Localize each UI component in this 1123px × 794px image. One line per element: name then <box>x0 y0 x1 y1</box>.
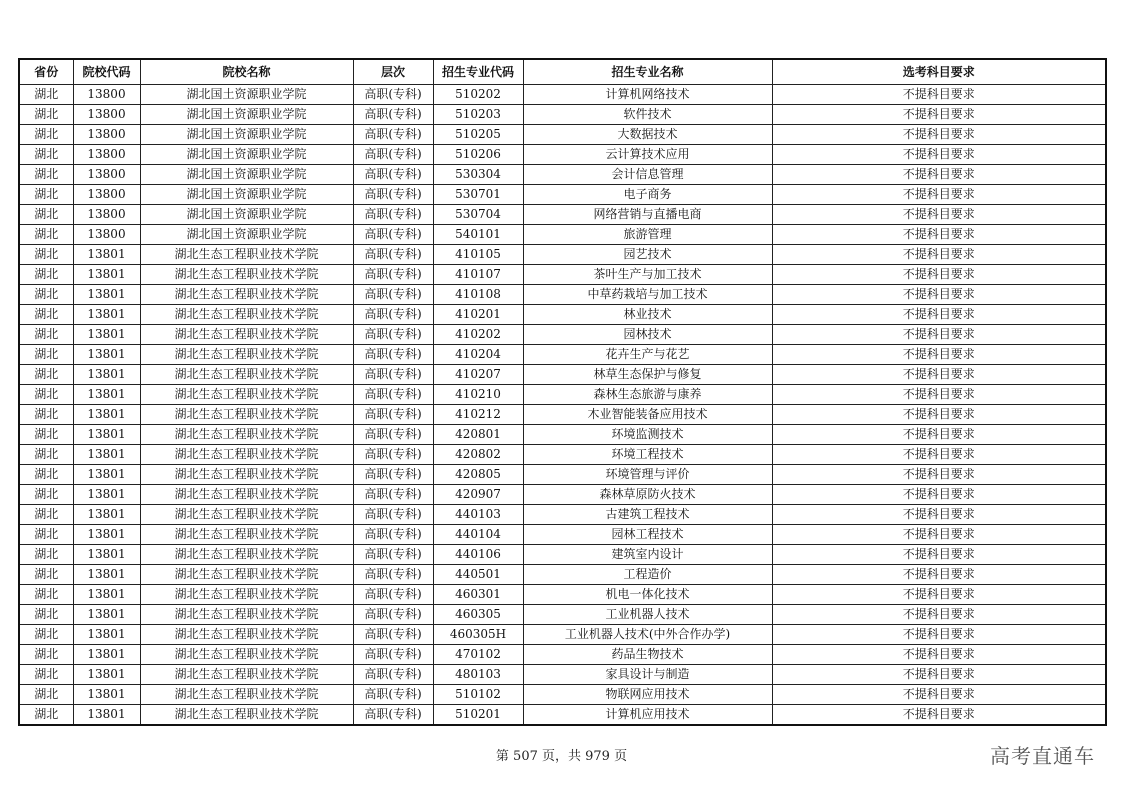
cell-major-name: 园林工程技术 <box>523 525 772 545</box>
table-row <box>19 565 1106 585</box>
cell-subject-requirement: 不提科目要求 <box>772 525 1106 545</box>
cell-province: 湖北 <box>19 425 73 445</box>
cell-subject-requirement: 不提科目要求 <box>772 585 1106 605</box>
cell-major-name: 建筑室内设计 <box>523 545 772 565</box>
table-row <box>19 505 1106 525</box>
cell-school-name: 湖北生态工程职业技术学院 <box>140 525 353 545</box>
cell-school-name: 湖北生态工程职业技术学院 <box>140 245 353 265</box>
cell-major-name: 会计信息管理 <box>523 165 772 185</box>
cell-school-code: 13801 <box>73 365 140 385</box>
cell-subject-requirement: 不提科目要求 <box>772 485 1106 505</box>
table-row <box>19 485 1106 505</box>
cell-subject-requirement: 不提科目要求 <box>772 205 1106 225</box>
cell-level: 高职(专科) <box>353 705 433 726</box>
cell-major-name: 花卉生产与花艺 <box>523 345 772 365</box>
cell-level: 高职(专科) <box>353 485 433 505</box>
cell-school-name: 湖北生态工程职业技术学院 <box>140 565 353 585</box>
cell-major-name: 物联网应用技术 <box>523 685 772 705</box>
cell-subject-requirement: 不提科目要求 <box>772 645 1106 665</box>
cell-school-name: 湖北生态工程职业技术学院 <box>140 405 353 425</box>
cell-school-code: 13801 <box>73 265 140 285</box>
page-number: 第 507 页，共 979 页 <box>495 749 628 764</box>
cell-school-name: 湖北生态工程职业技术学院 <box>140 485 353 505</box>
cell-province: 湖北 <box>19 305 73 325</box>
cell-level: 高职(专科) <box>353 345 433 365</box>
cell-school-code: 13800 <box>73 85 140 105</box>
cell-school-code: 13801 <box>73 385 140 405</box>
cell-level: 高职(专科) <box>353 125 433 145</box>
cell-school-name: 湖北国土资源职业学院 <box>140 225 353 245</box>
cell-major-code: 510205 <box>433 125 523 145</box>
cell-major-name: 园林技术 <box>523 325 772 345</box>
cell-school-name: 湖北生态工程职业技术学院 <box>140 385 353 405</box>
cell-school-name: 湖北生态工程职业技术学院 <box>140 285 353 305</box>
watermark-logo: 高考直通车 <box>990 744 1095 768</box>
table-row <box>19 545 1106 565</box>
cell-subject-requirement: 不提科目要求 <box>772 305 1106 325</box>
cell-major-name: 工程造价 <box>523 565 772 585</box>
cell-school-code: 13801 <box>73 485 140 505</box>
cell-major-code: 410204 <box>433 345 523 365</box>
cell-major-name: 环境管理与评价 <box>523 465 772 485</box>
cell-province: 湖北 <box>19 445 73 465</box>
cell-level: 高职(专科) <box>353 545 433 565</box>
header-row <box>19 59 1106 85</box>
cell-major-code: 540101 <box>433 225 523 245</box>
cell-subject-requirement: 不提科目要求 <box>772 265 1106 285</box>
table-row <box>19 385 1106 405</box>
cell-school-code: 13801 <box>73 245 140 265</box>
cell-school-code: 13800 <box>73 145 140 165</box>
header-school-code: 院校代码 <box>73 59 140 85</box>
table-row <box>19 85 1106 105</box>
cell-school-name: 湖北生态工程职业技术学院 <box>140 665 353 685</box>
cell-province: 湖北 <box>19 505 73 525</box>
cell-school-code: 13801 <box>73 405 140 425</box>
cell-school-name: 湖北生态工程职业技术学院 <box>140 585 353 605</box>
cell-major-name: 林业技术 <box>523 305 772 325</box>
table-row <box>19 365 1106 385</box>
cell-major-code: 530304 <box>433 165 523 185</box>
cell-major-code: 410207 <box>433 365 523 385</box>
cell-school-code: 13801 <box>73 705 140 726</box>
header-school-name: 院校名称 <box>140 59 353 85</box>
cell-school-code: 13801 <box>73 305 140 325</box>
cell-school-code: 13800 <box>73 185 140 205</box>
cell-major-code: 510202 <box>433 85 523 105</box>
cell-subject-requirement: 不提科目要求 <box>772 445 1106 465</box>
cell-level: 高职(专科) <box>353 305 433 325</box>
cell-province: 湖北 <box>19 405 73 425</box>
cell-major-code: 440103 <box>433 505 523 525</box>
cell-major-name: 工业机器人技术 <box>523 605 772 625</box>
cell-level: 高职(专科) <box>353 505 433 525</box>
cell-major-code: 460305 <box>433 605 523 625</box>
table-row <box>19 445 1106 465</box>
cell-school-name: 湖北生态工程职业技术学院 <box>140 545 353 565</box>
cell-major-name: 中草药栽培与加工技术 <box>523 285 772 305</box>
cell-school-code: 13800 <box>73 205 140 225</box>
cell-school-name: 湖北生态工程职业技术学院 <box>140 505 353 525</box>
cell-level: 高职(专科) <box>353 205 433 225</box>
cell-major-code: 420802 <box>433 445 523 465</box>
cell-major-name: 林草生态保护与修复 <box>523 365 772 385</box>
table-row <box>19 205 1106 225</box>
cell-province: 湖北 <box>19 465 73 485</box>
table-row <box>19 145 1106 165</box>
header-level: 层次 <box>353 59 433 85</box>
cell-subject-requirement: 不提科目要求 <box>772 685 1106 705</box>
cell-major-code: 510201 <box>433 705 523 726</box>
cell-school-name: 湖北生态工程职业技术学院 <box>140 265 353 285</box>
table-row <box>19 245 1106 265</box>
cell-school-name: 湖北生态工程职业技术学院 <box>140 445 353 465</box>
table-row <box>19 105 1106 125</box>
cell-major-code: 530704 <box>433 205 523 225</box>
cell-school-code: 13801 <box>73 685 140 705</box>
cell-school-code: 13801 <box>73 545 140 565</box>
cell-major-name: 森林生态旅游与康养 <box>523 385 772 405</box>
cell-school-code: 13801 <box>73 465 140 485</box>
cell-school-name: 湖北国土资源职业学院 <box>140 125 353 145</box>
cell-school-name: 湖北生态工程职业技术学院 <box>140 365 353 385</box>
cell-level: 高职(专科) <box>353 365 433 385</box>
cell-subject-requirement: 不提科目要求 <box>772 185 1106 205</box>
table-row <box>19 525 1106 545</box>
cell-province: 湖北 <box>19 365 73 385</box>
table-row <box>19 605 1106 625</box>
cell-subject-requirement: 不提科目要求 <box>772 405 1106 425</box>
cell-subject-requirement: 不提科目要求 <box>772 345 1106 365</box>
cell-major-code: 440104 <box>433 525 523 545</box>
cell-major-name: 计算机网络技术 <box>523 85 772 105</box>
table-row <box>19 465 1106 485</box>
cell-province: 湖北 <box>19 705 73 726</box>
cell-school-name: 湖北国土资源职业学院 <box>140 85 353 105</box>
cell-subject-requirement: 不提科目要求 <box>772 505 1106 525</box>
cell-major-name: 环境工程技术 <box>523 445 772 465</box>
cell-school-code: 13800 <box>73 105 140 125</box>
cell-school-code: 13801 <box>73 285 140 305</box>
cell-province: 湖北 <box>19 625 73 645</box>
cell-province: 湖北 <box>19 565 73 585</box>
cell-school-name: 湖北生态工程职业技术学院 <box>140 465 353 485</box>
cell-school-name: 湖北国土资源职业学院 <box>140 205 353 225</box>
cell-school-code: 13801 <box>73 585 140 605</box>
table-row <box>19 405 1106 425</box>
cell-school-code: 13801 <box>73 425 140 445</box>
cell-province: 湖北 <box>19 325 73 345</box>
cell-major-name: 环境监测技术 <box>523 425 772 445</box>
cell-school-code: 13800 <box>73 125 140 145</box>
table-row <box>19 705 1106 726</box>
cell-level: 高职(专科) <box>353 445 433 465</box>
cell-level: 高职(专科) <box>353 465 433 485</box>
cell-school-code: 13800 <box>73 225 140 245</box>
cell-level: 高职(专科) <box>353 525 433 545</box>
cell-subject-requirement: 不提科目要求 <box>772 325 1106 345</box>
cell-school-code: 13801 <box>73 445 140 465</box>
cell-level: 高职(专科) <box>353 325 433 345</box>
cell-province: 湖北 <box>19 205 73 225</box>
cell-subject-requirement: 不提科目要求 <box>772 145 1106 165</box>
table-row <box>19 265 1106 285</box>
cell-school-name: 湖北生态工程职业技术学院 <box>140 605 353 625</box>
cell-major-name: 药品生物技术 <box>523 645 772 665</box>
cell-major-name: 工业机器人技术(中外合作办学) <box>523 625 772 645</box>
cell-province: 湖北 <box>19 185 73 205</box>
cell-province: 湖北 <box>19 485 73 505</box>
cell-school-code: 13801 <box>73 505 140 525</box>
cell-subject-requirement: 不提科目要求 <box>772 545 1106 565</box>
cell-province: 湖北 <box>19 525 73 545</box>
cell-level: 高职(专科) <box>353 685 433 705</box>
cell-school-name: 湖北国土资源职业学院 <box>140 145 353 165</box>
cell-major-name: 电子商务 <box>523 185 772 205</box>
cell-level: 高职(专科) <box>353 385 433 405</box>
cell-school-code: 13801 <box>73 345 140 365</box>
cell-major-name: 家具设计与制造 <box>523 665 772 685</box>
cell-level: 高职(专科) <box>353 625 433 645</box>
cell-subject-requirement: 不提科目要求 <box>772 605 1106 625</box>
cell-major-name: 木业智能装备应用技术 <box>523 405 772 425</box>
cell-major-name: 古建筑工程技术 <box>523 505 772 525</box>
cell-major-name: 森林草原防火技术 <box>523 485 772 505</box>
cell-province: 湖北 <box>19 85 73 105</box>
table-row <box>19 585 1106 605</box>
table-row <box>19 685 1106 705</box>
cell-school-code: 13801 <box>73 605 140 625</box>
cell-province: 湖北 <box>19 645 73 665</box>
table-row <box>19 285 1106 305</box>
cell-school-code: 13800 <box>73 165 140 185</box>
table-row <box>19 125 1106 145</box>
cell-subject-requirement: 不提科目要求 <box>772 625 1106 645</box>
cell-subject-requirement: 不提科目要求 <box>772 245 1106 265</box>
cell-province: 湖北 <box>19 165 73 185</box>
cell-province: 湖北 <box>19 145 73 165</box>
cell-level: 高职(专科) <box>353 405 433 425</box>
cell-subject-requirement: 不提科目要求 <box>772 365 1106 385</box>
cell-major-code: 510203 <box>433 105 523 125</box>
cell-major-code: 410202 <box>433 325 523 345</box>
cell-major-code: 410105 <box>433 245 523 265</box>
cell-level: 高职(专科) <box>353 245 433 265</box>
table-row <box>19 325 1106 345</box>
cell-subject-requirement: 不提科目要求 <box>772 665 1106 685</box>
cell-province: 湖北 <box>19 225 73 245</box>
cell-province: 湖北 <box>19 345 73 365</box>
cell-school-name: 湖北国土资源职业学院 <box>140 185 353 205</box>
cell-level: 高职(专科) <box>353 565 433 585</box>
cell-subject-requirement: 不提科目要求 <box>772 85 1106 105</box>
table-row <box>19 345 1106 365</box>
cell-province: 湖北 <box>19 665 73 685</box>
cell-school-code: 13801 <box>73 525 140 545</box>
cell-province: 湖北 <box>19 585 73 605</box>
cell-school-name: 湖北国土资源职业学院 <box>140 165 353 185</box>
header-province: 省份 <box>19 59 73 85</box>
cell-school-code: 13801 <box>73 645 140 665</box>
cell-major-code: 410210 <box>433 385 523 405</box>
cell-school-name: 湖北生态工程职业技术学院 <box>140 305 353 325</box>
cell-major-code: 410201 <box>433 305 523 325</box>
cell-major-code: 410212 <box>433 405 523 425</box>
cell-school-name: 湖北生态工程职业技术学院 <box>140 325 353 345</box>
cell-level: 高职(专科) <box>353 105 433 125</box>
cell-school-name: 湖北生态工程职业技术学院 <box>140 705 353 726</box>
cell-subject-requirement: 不提科目要求 <box>772 225 1106 245</box>
cell-major-name: 网络营销与直播电商 <box>523 205 772 225</box>
table-row <box>19 425 1106 445</box>
admissions-table <box>18 58 1107 726</box>
cell-school-code: 13801 <box>73 325 140 345</box>
cell-major-name: 园艺技术 <box>523 245 772 265</box>
cell-major-name: 茶叶生产与加工技术 <box>523 265 772 285</box>
cell-subject-requirement: 不提科目要求 <box>772 125 1106 145</box>
cell-major-name: 云计算技术应用 <box>523 145 772 165</box>
cell-level: 高职(专科) <box>353 145 433 165</box>
cell-subject-requirement: 不提科目要求 <box>772 165 1106 185</box>
cell-major-code: 510206 <box>433 145 523 165</box>
cell-level: 高职(专科) <box>353 265 433 285</box>
cell-level: 高职(专科) <box>353 425 433 445</box>
cell-major-code: 480103 <box>433 665 523 685</box>
cell-major-code: 470102 <box>433 645 523 665</box>
table-row <box>19 225 1106 245</box>
cell-level: 高职(专科) <box>353 645 433 665</box>
header-major-code: 招生专业代码 <box>433 59 523 85</box>
header-subject-requirement: 选考科目要求 <box>772 59 1106 85</box>
cell-province: 湖北 <box>19 285 73 305</box>
table-row <box>19 645 1106 665</box>
cell-major-code: 440106 <box>433 545 523 565</box>
cell-major-code: 420805 <box>433 465 523 485</box>
cell-subject-requirement: 不提科目要求 <box>772 385 1106 405</box>
table-row <box>19 305 1106 325</box>
table-row <box>19 665 1106 685</box>
cell-level: 高职(专科) <box>353 165 433 185</box>
cell-province: 湖北 <box>19 245 73 265</box>
cell-province: 湖北 <box>19 265 73 285</box>
cell-subject-requirement: 不提科目要求 <box>772 565 1106 585</box>
cell-school-code: 13801 <box>73 625 140 645</box>
cell-major-name: 计算机应用技术 <box>523 705 772 726</box>
cell-level: 高职(专科) <box>353 85 433 105</box>
cell-subject-requirement: 不提科目要求 <box>772 425 1106 445</box>
cell-school-code: 13801 <box>73 565 140 585</box>
cell-school-name: 湖北生态工程职业技术学院 <box>140 685 353 705</box>
cell-major-name: 软件技术 <box>523 105 772 125</box>
cell-level: 高职(专科) <box>353 585 433 605</box>
cell-province: 湖北 <box>19 685 73 705</box>
cell-school-name: 湖北生态工程职业技术学院 <box>140 425 353 445</box>
cell-province: 湖北 <box>19 605 73 625</box>
cell-subject-requirement: 不提科目要求 <box>772 285 1106 305</box>
cell-school-name: 湖北生态工程职业技术学院 <box>140 625 353 645</box>
cell-province: 湖北 <box>19 385 73 405</box>
header-major-name: 招生专业名称 <box>523 59 772 85</box>
cell-major-code: 420907 <box>433 485 523 505</box>
cell-major-name: 旅游管理 <box>523 225 772 245</box>
cell-major-name: 大数据技术 <box>523 125 772 145</box>
cell-major-code: 460301 <box>433 585 523 605</box>
cell-subject-requirement: 不提科目要求 <box>772 105 1106 125</box>
cell-level: 高职(专科) <box>353 185 433 205</box>
table-row <box>19 165 1106 185</box>
cell-major-name: 机电一体化技术 <box>523 585 772 605</box>
cell-school-name: 湖北生态工程职业技术学院 <box>140 645 353 665</box>
table-row <box>19 185 1106 205</box>
cell-school-name: 湖北国土资源职业学院 <box>140 105 353 125</box>
cell-province: 湖北 <box>19 545 73 565</box>
cell-level: 高职(专科) <box>353 285 433 305</box>
cell-major-code: 410108 <box>433 285 523 305</box>
cell-level: 高职(专科) <box>353 605 433 625</box>
table-body <box>19 85 1106 726</box>
cell-major-code: 440501 <box>433 565 523 585</box>
table-row <box>19 625 1106 645</box>
cell-level: 高职(专科) <box>353 665 433 685</box>
cell-subject-requirement: 不提科目要求 <box>772 465 1106 485</box>
cell-province: 湖北 <box>19 105 73 125</box>
cell-school-name: 湖北生态工程职业技术学院 <box>140 345 353 365</box>
cell-major-code: 530701 <box>433 185 523 205</box>
cell-major-code: 460305H <box>433 625 523 645</box>
cell-province: 湖北 <box>19 125 73 145</box>
cell-major-code: 410107 <box>433 265 523 285</box>
cell-level: 高职(专科) <box>353 225 433 245</box>
cell-subject-requirement: 不提科目要求 <box>772 705 1106 726</box>
cell-school-code: 13801 <box>73 665 140 685</box>
cell-major-code: 420801 <box>433 425 523 445</box>
cell-major-code: 510102 <box>433 685 523 705</box>
